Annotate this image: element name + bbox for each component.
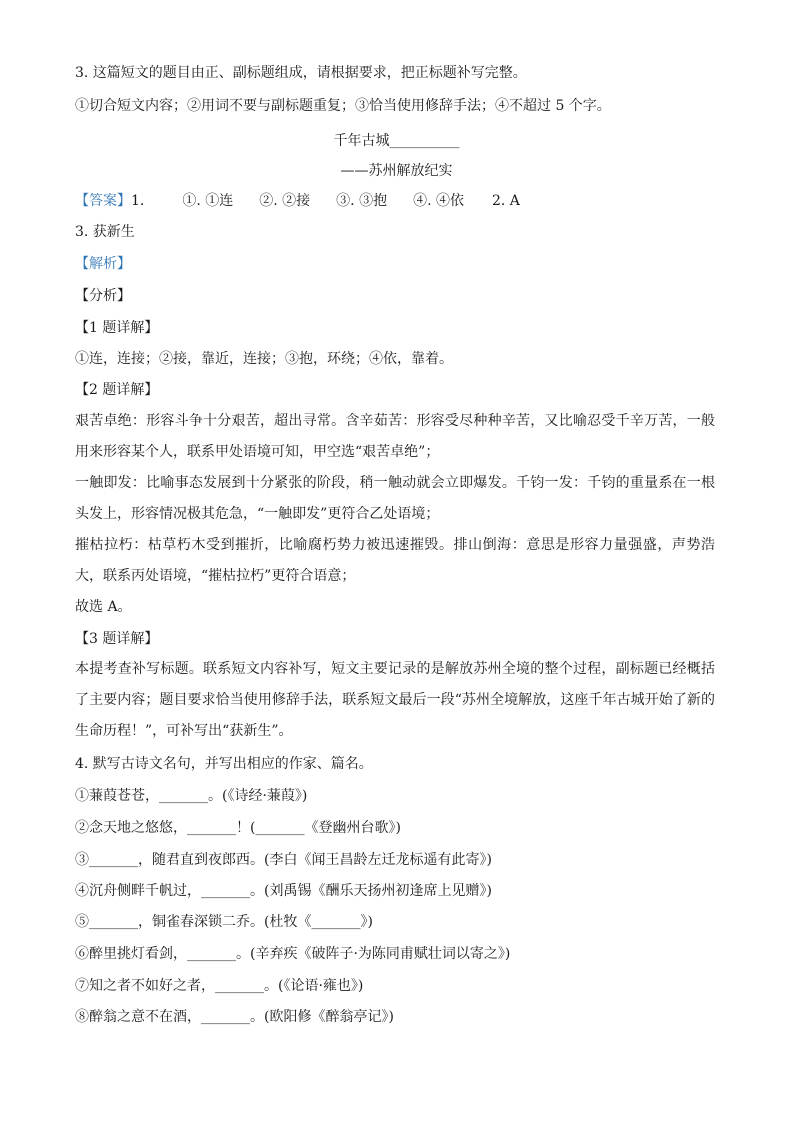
analysis-heading: 【分析】 [75,288,131,304]
q4-item: ③_______，随君直到夜郎西。(李白《闻王昌龄左迁龙标遥有此寄》) [75,852,492,868]
q3-title: 3. 这篇短文的题目由正、副标题组成，请根据要求，把正标题补写完整。 [75,65,527,81]
q4-item: ⑧醉翁之意不在酒，_______。(欧阳修《醉翁亭记》) [75,1009,394,1025]
detail-2-paragraph: 艰苦卓绝：形容斗争十分艰苦，超出寻常。含辛茹苦：形容受尽种种辛苦，又比喻忍受千辛万苦，一般用来形容某个人，联系甲处语境可知，甲空选“艰苦卓绝”； [75,413,715,460]
answer-tag: 【答案】 [75,193,131,209]
q4-item: ④沉舟侧畔千帆过，_______。(刘禹锡《酬乐天扬州初逢席上见赠》) [75,883,492,899]
answer-item: ③. ③抱 [336,193,388,209]
q3-requirements: ①切合短文内容；②用词不要与副标题重复；③恰当使用修辞手法；④不超过 5 个字。 [75,98,611,114]
detail-3-heading: 【3 题详解】 [75,631,159,647]
analysis-tag: 【解析】 [75,256,131,272]
answer-line-2: 3. 获新生 [75,224,135,240]
q4-item: ②念天地之悠悠，_______！(_______《登幽州台歌》) [75,820,401,836]
answer-line [75,191,715,211]
answer-item: ①. ①连 [182,193,234,209]
detail-1-text: ①连，连接；②接，靠近，连接；③抱，环绕；④依，靠着。 [75,351,453,367]
answer-item: ②. ②接 [259,193,311,209]
q4-title: 4. 默写古诗文名句，并写出相应的作家、篇名。 [75,756,373,772]
q3-subtitle: ——苏州解放纪实 [340,163,453,179]
detail-3-text: 本提考查补写标题。联系短文内容补写，短文主要记录的是解放苏州全境的整个过程，副标题已经概括了主要内容；题目要求恰当使用修辞手法，联系短文最后一段“苏州全境解放，这座千年古城开始了新的生命历程！”，可补写出“获新生”。 [75,661,715,739]
detail-2-heading: 【2 题详解】 [75,382,159,398]
q3-main-title: 千年古城__________ [333,133,460,149]
answer-item: 1. [131,193,145,209]
q4-item: ⑥醉里挑灯看剑，_______。(辛弃疾《破阵子·为陈同甫赋壮词以寄之》) [75,946,511,962]
q4-item: ⑤_______，铜雀春深锁二乔。(杜牧《_______》) [75,914,373,930]
answer-item: 2. A [491,193,520,209]
detail-1-heading: 【1 题详解】 [75,320,159,336]
detail-2-paragraph: 摧枯拉朽：枯草朽木受到摧折，比喻腐朽势力被迅速摧毁。排山倒海：意思是形容力量强盛，声势浩大，联系丙处语境，“摧枯拉朽”更符合语意； [75,537,715,584]
q4-item: ⑦知之者不如好之者，_______。(《论语·雍也》) [75,978,364,994]
q4-item: ①蒹葭苍苍，_______。(《诗经·蒹葭》) [75,788,308,804]
detail-2-conclusion: 故选 A。 [75,599,132,615]
answer-item: ④. ④依 [413,193,464,209]
detail-2-paragraph: 一触即发：比喻事态发展到十分紧张的阶段，稍一触动就会立即爆发。千钧一发：千钧的重量系在一根头发上，形容情况极其危急，“一触即发”更符合乙处语境； [75,475,715,522]
